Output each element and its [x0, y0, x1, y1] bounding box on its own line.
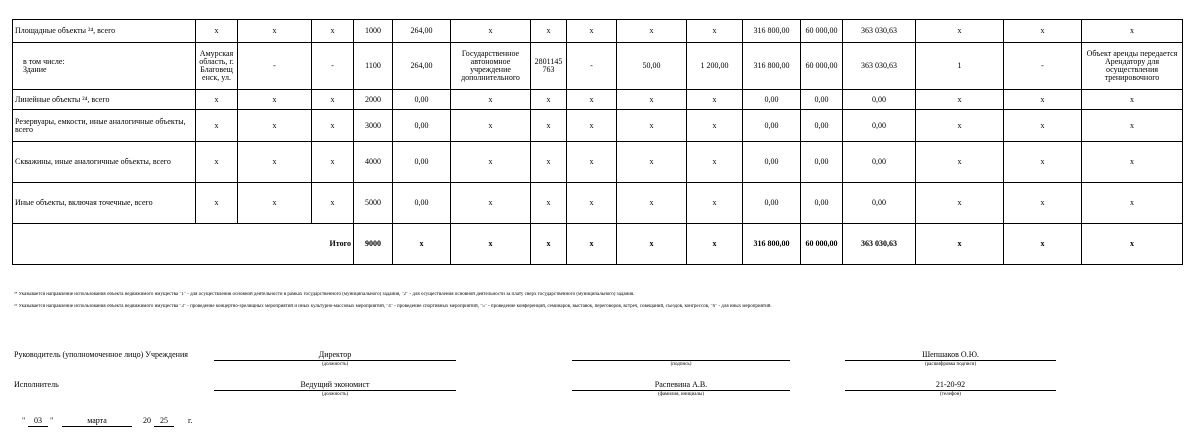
cell-v3: 0,00: [843, 142, 916, 183]
total-cell-c14: x: [916, 224, 1004, 265]
date-suffix: г.: [188, 416, 193, 425]
head-position-caption: (должность): [321, 362, 349, 367]
cell-c7: x: [531, 183, 567, 224]
cell-c15: x: [1004, 110, 1082, 142]
cell-c14: x: [916, 110, 1004, 142]
cell-v3: 0,00: [843, 110, 916, 142]
cell-c2: x: [238, 20, 312, 43]
table-row: [13, 43, 1183, 90]
cell-c8: x: [567, 90, 617, 110]
cell-c10: x: [687, 90, 743, 110]
cell-c15: x: [1004, 20, 1082, 43]
cell-v2: 60 000,00: [801, 43, 843, 90]
cell-c8: x: [567, 20, 617, 43]
cell-c7: x: [531, 142, 567, 183]
cell-c15: -: [1004, 43, 1082, 90]
cell-c16: x: [1082, 110, 1183, 142]
total-cell-area: x: [393, 224, 451, 265]
cell-code: 3000: [354, 110, 393, 142]
date-year: 25: [154, 416, 174, 427]
cell-c15: x: [1004, 142, 1082, 183]
cell-c6: Государственное автономное учреждение дополнительного: [451, 43, 531, 90]
cell-c1: x: [196, 142, 238, 183]
cell-v3: 363 030,63: [843, 43, 916, 90]
cell-area: 264,00: [393, 43, 451, 90]
cell-c9: x: [617, 20, 687, 43]
cell-c10: 1 200,00: [687, 43, 743, 90]
cell-c14: 1: [916, 43, 1004, 90]
cell-c9: x: [617, 90, 687, 110]
cell-c14: x: [916, 142, 1004, 183]
cell-c3: x: [312, 183, 354, 224]
date-quote-close: ": [50, 416, 54, 425]
cell-v3: 363 030,63: [843, 20, 916, 43]
head-name: Шепшаков О.Ю.: [845, 350, 1056, 361]
total-cell-c15: x: [1004, 224, 1082, 265]
cell-c1: x: [196, 90, 238, 110]
executor-phone: 21-20-92: [845, 380, 1056, 391]
cell-c15: x: [1004, 183, 1082, 224]
cell-c16: x: [1082, 183, 1183, 224]
cell-area: 0,00: [393, 142, 451, 183]
cell-c1: x: [196, 183, 238, 224]
property-table: [12, 19, 1183, 265]
cell-v2: 0,00: [801, 142, 843, 183]
table-row: [13, 110, 1183, 142]
cell-v2: 0,00: [801, 110, 843, 142]
cell-c6: x: [451, 110, 531, 142]
cell-c6: x: [451, 183, 531, 224]
executor-position: Ведущий экономист: [214, 380, 456, 391]
executor-position-caption: (должность): [321, 392, 349, 397]
cell-c16: Объект аренды передается Арендатору для осуществления тренировочного: [1082, 43, 1183, 90]
cell-c1: x: [196, 20, 238, 43]
cell-c6: x: [451, 20, 531, 43]
row-name: Скважины, иные аналогичные объекты, всего: [13, 142, 196, 183]
cell-v3: 0,00: [843, 183, 916, 224]
cell-c15: x: [1004, 90, 1082, 110]
cell-c2: x: [238, 110, 312, 142]
head-label: Руководитель (уполномоченное лицо) Учреждения: [14, 350, 188, 359]
cell-c7: 2801145 763: [531, 43, 567, 90]
cell-c9: x: [617, 110, 687, 142]
total-cell-c9: x: [617, 224, 687, 265]
cell-c10: x: [687, 183, 743, 224]
footnote-2: ²⁵ Указывается направление использования объекта недвижимого имущества "3" - проведение концертно-зрелищных мероприятий и иных культурно-массовых мероприятий, "4" - проведение спортивных мероприятий, "5" - проведение конференций, семинаров, выставок, переговоров, встреч, совещаний, съездов, конгрессов, "6" - для иных мероприятий.: [14, 304, 772, 309]
cell-v2: 60 000,00: [801, 20, 843, 43]
cell-c7: x: [531, 110, 567, 142]
cell-c2: x: [238, 90, 312, 110]
cell-c2: x: [238, 142, 312, 183]
cell-v3: 0,00: [843, 90, 916, 110]
cell-c8: -: [567, 43, 617, 90]
cell-c3: -: [312, 43, 354, 90]
cell-c16: x: [1082, 20, 1183, 43]
cell-c9: x: [617, 142, 687, 183]
table-row: [13, 90, 1183, 110]
cell-code: 4000: [354, 142, 393, 183]
total-cell-c10: x: [687, 224, 743, 265]
total-cell-v2: 60 000,00: [801, 224, 843, 265]
date-month: марта: [62, 416, 132, 427]
head-signature-line: [572, 350, 790, 361]
cell-v1: 0,00: [743, 90, 801, 110]
cell-code: 2000: [354, 90, 393, 110]
row-name: Линейные объекты ²⁴, всего: [13, 90, 196, 110]
cell-c3: x: [312, 142, 354, 183]
total-cell-v1: 316 800,00: [743, 224, 801, 265]
cell-c2: x: [238, 183, 312, 224]
cell-area: 0,00: [393, 110, 451, 142]
date-day: 03: [28, 416, 48, 427]
table-row: [13, 20, 1183, 43]
cell-c8: x: [567, 183, 617, 224]
cell-c16: x: [1082, 142, 1183, 183]
footnote-1: ²⁴ Указывается направление использования объекта недвижимого имущества "1" - для осуществления основной деятельности в рамках государственного (муниципального) задания, "2" - для осуществления основной деятельности за плату сверх государственного (муниципального) задания.: [14, 292, 635, 297]
cell-c9: x: [617, 183, 687, 224]
cell-c14: x: [916, 90, 1004, 110]
cell-area: 0,00: [393, 90, 451, 110]
cell-c2: -: [238, 43, 312, 90]
cell-c1: Амурская область, г. Благовещ енск, ул.: [196, 43, 238, 90]
total-cell-c8: x: [567, 224, 617, 265]
cell-v1: 0,00: [743, 183, 801, 224]
table-row: [13, 183, 1183, 224]
cell-v1: 0,00: [743, 142, 801, 183]
cell-c9: 50,00: [617, 43, 687, 90]
cell-c10: x: [687, 110, 743, 142]
cell-c3: x: [312, 20, 354, 43]
total-label: Итого: [13, 224, 354, 265]
cell-v1: 316 800,00: [743, 43, 801, 90]
table-row: [13, 142, 1183, 183]
executor-name: Распевина А.В.: [572, 380, 790, 391]
cell-c14: x: [916, 183, 1004, 224]
row-name: Иные объекты, включая точечные, всего: [13, 183, 196, 224]
date-quote-open: ": [22, 416, 26, 425]
executor-label: Исполнитель: [14, 380, 59, 389]
head-name-caption: (расшифровка подписи): [924, 362, 977, 367]
row-name: в том числе: Здание: [13, 43, 196, 90]
cell-area: 0,00: [393, 183, 451, 224]
cell-c3: x: [312, 90, 354, 110]
cell-v1: 0,00: [743, 110, 801, 142]
cell-v2: 0,00: [801, 90, 843, 110]
head-position: Директор: [214, 350, 456, 361]
total-cell-v3: 363 030,63: [843, 224, 916, 265]
total-row: [13, 224, 1183, 265]
cell-c3: x: [312, 110, 354, 142]
total-cell-c7: x: [531, 224, 567, 265]
cell-c8: x: [567, 110, 617, 142]
cell-c8: x: [567, 142, 617, 183]
cell-c10: x: [687, 142, 743, 183]
cell-code: 1100: [354, 43, 393, 90]
cell-code: 1000: [354, 20, 393, 43]
total-cell-code: 9000: [354, 224, 393, 265]
row-name: Резервуары, емкости, иные аналогичные объекты, всего: [13, 110, 196, 142]
total-cell-c6: x: [451, 224, 531, 265]
date-century: 20: [143, 416, 151, 425]
cell-area: 264,00: [393, 20, 451, 43]
cell-c7: x: [531, 90, 567, 110]
cell-v1: 316 800,00: [743, 20, 801, 43]
cell-c6: x: [451, 90, 531, 110]
cell-c16: x: [1082, 90, 1183, 110]
cell-c10: x: [687, 20, 743, 43]
head-signature-caption: (подпись): [670, 362, 692, 367]
cell-v2: 0,00: [801, 183, 843, 224]
executor-phone-caption: (телефон): [940, 392, 961, 397]
executor-name-caption: (фамилия, инициалы): [657, 392, 705, 397]
cell-code: 5000: [354, 183, 393, 224]
cell-c14: x: [916, 20, 1004, 43]
cell-c1: x: [196, 110, 238, 142]
cell-c6: x: [451, 142, 531, 183]
total-cell-c16: x: [1082, 224, 1183, 265]
row-name: Площадные объекты ²⁴, всего: [13, 20, 196, 43]
cell-c7: x: [531, 20, 567, 43]
